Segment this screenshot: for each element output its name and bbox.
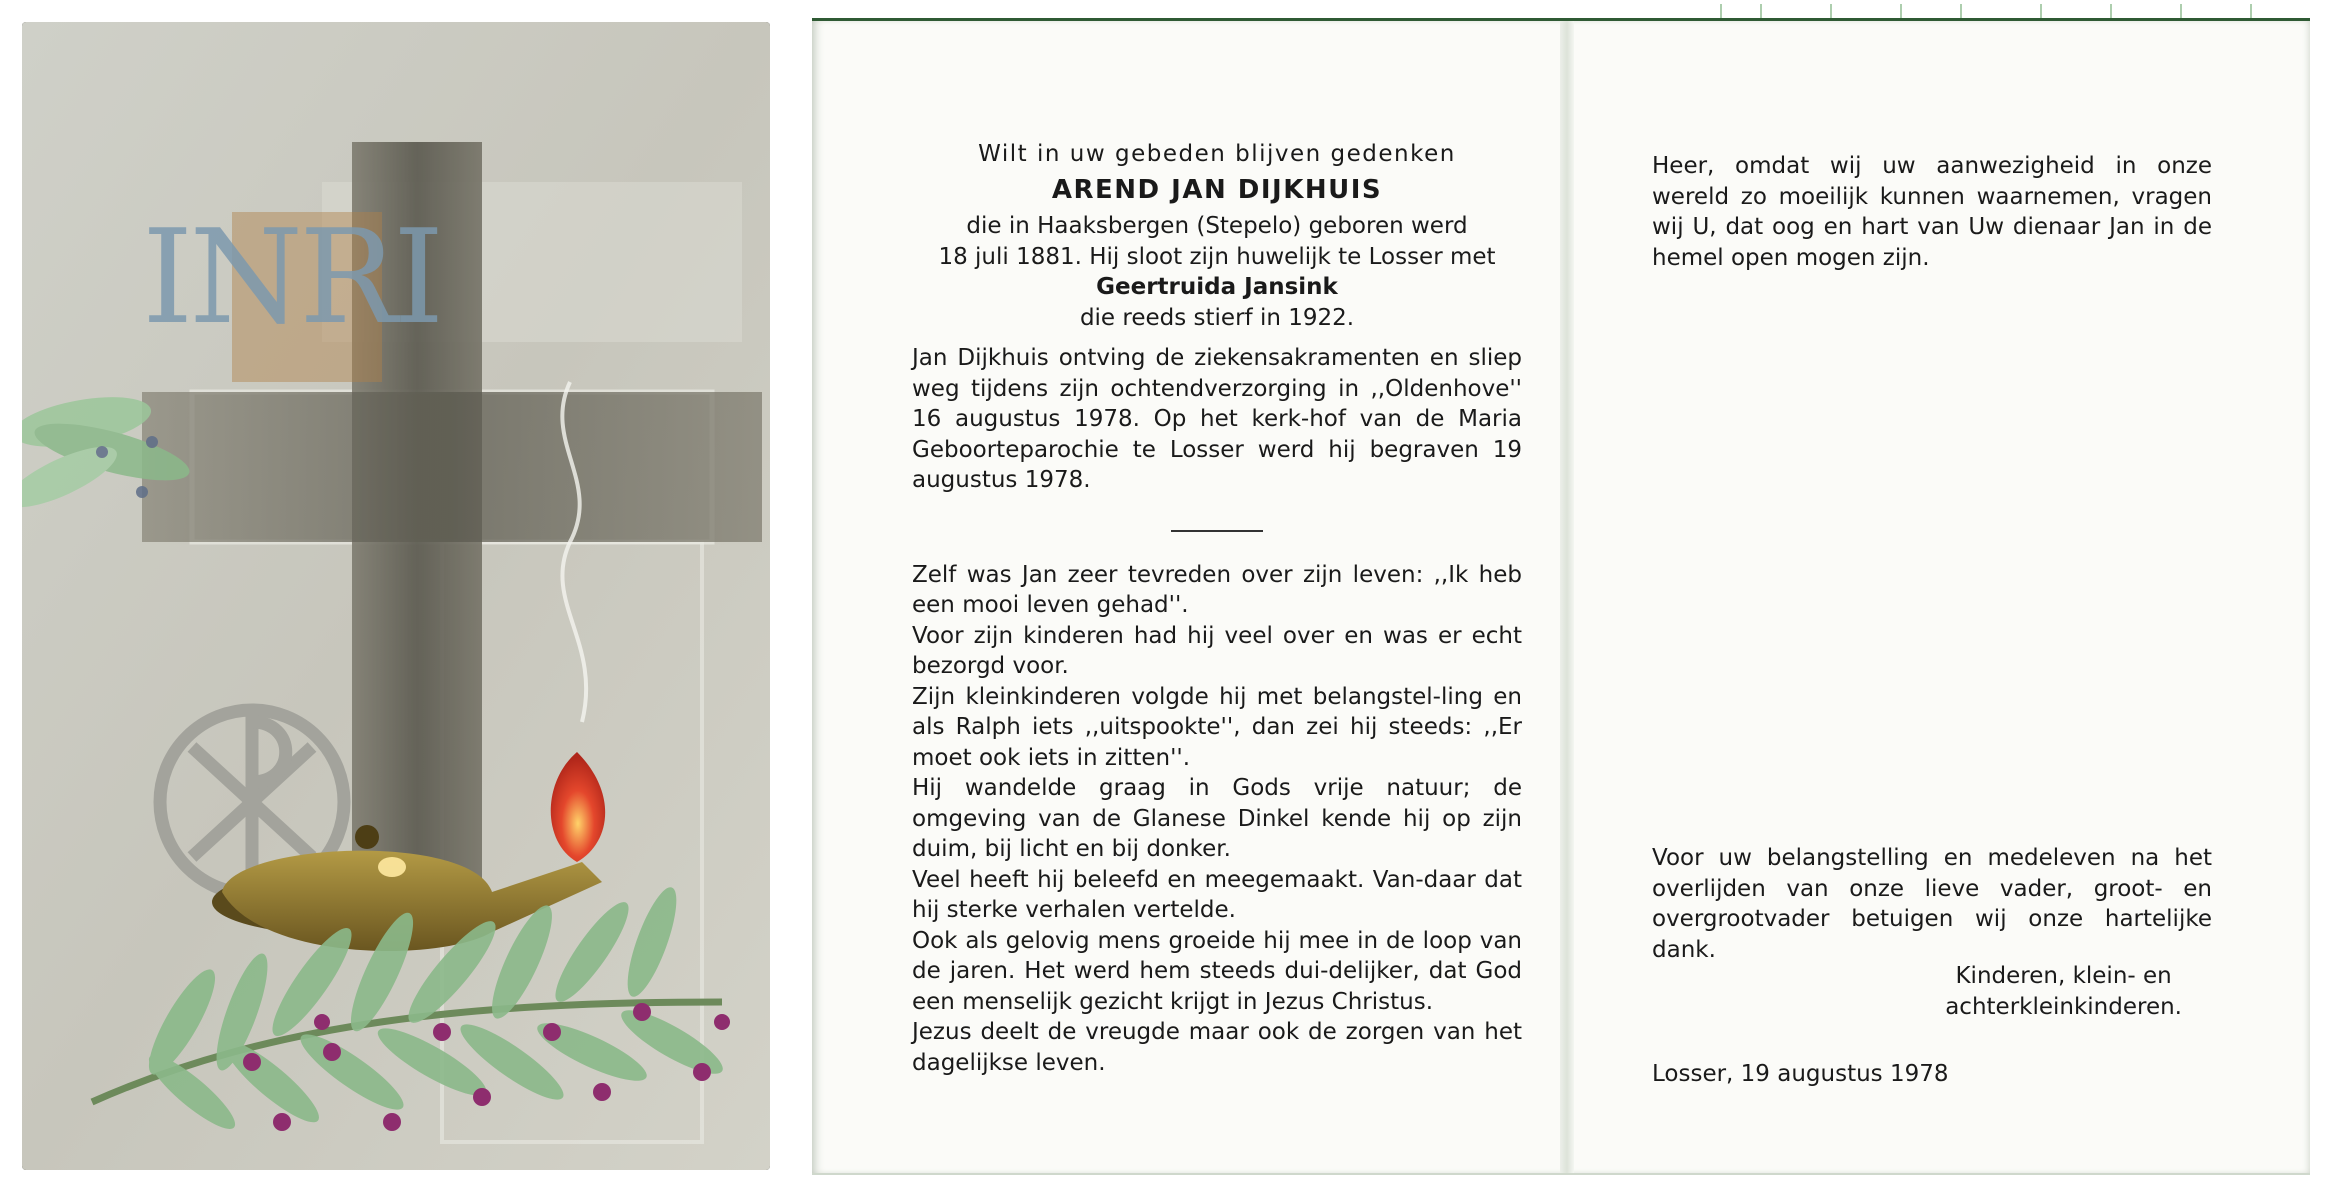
life-paragraph: Voor zijn kinderen had hij veel over en was er echt bezorgd voor. <box>912 622 1522 679</box>
cover-illustration <box>22 22 770 1170</box>
inri-inscription: INRI <box>142 201 441 353</box>
life-paragraph: Jezus deelt de vreugde maar ook de zorgen van het dagelijkse leven. <box>912 1019 1522 1076</box>
life-paragraph: Ook als gelovig mens groeide hij mee in de loop van de jaren. Het werd hem steeds dui-delijker, dat God een menselijk gezicht krijgt in Jezus Christus. <box>912 927 1522 1015</box>
scan-mark <box>1760 4 1762 18</box>
deceased-name: AREND JAN DIJKHUIS <box>1051 175 1383 205</box>
birth-line: die in Haaksbergen (Stepelo) geboren werd <box>966 213 1468 239</box>
thanks-text: Voor uw belangstelling en medeleven na het overlijden van onze lieve vader, groot- en overgrootvader betuigen wij onze hartelijke dank. <box>1652 845 2212 963</box>
prayer-text: Heer, omdat wij uw aanwezigheid in onze wereld zo moeilijk kunnen waarnemen, vragen wij U, dat oog en hart van Uw dienaar Jan in de hemel open mogen zijn. <box>1652 153 2212 271</box>
card-fold <box>1560 21 1574 1173</box>
signature-line: Kinderen, klein- en <box>1955 963 2172 989</box>
place-date: Losser, 19 augustus 1978 <box>1652 1061 1949 1087</box>
scan-mark <box>1960 4 1962 18</box>
right-inner-page <box>1652 151 2212 1087</box>
signature-line: achterkleinkinderen. <box>1945 994 2182 1020</box>
scan-mark <box>1900 4 1902 18</box>
scan-mark <box>2040 4 2042 18</box>
spouse-death-line: die reeds stierf in 1922. <box>1079 304 1355 331</box>
life-paragraph: Veel heeft hij beleefd en meegemaakt. Van-daar dat hij sterke verhalen vertelde. <box>912 866 1522 923</box>
scan-mark <box>2180 4 2182 18</box>
section-divider <box>1171 530 1263 532</box>
scan-mark <box>2110 4 2112 18</box>
memorial-card-cover <box>22 22 770 1170</box>
birth-line: 18 juli 1881. Hij sloot zijn huwelijk te Losser met <box>938 243 1496 270</box>
memorial-card-inside <box>812 18 2310 1175</box>
spouse-name: Geertruida Jansink <box>1096 274 1338 300</box>
death-paragraph: Jan Dijkhuis ontving de ziekensakramenten en sliep weg tijdens zijn ochtendverzorging in ,,Oldenhove'' 16 augustus 1978. Op het kerk-hof van de Maria Geboorteparochie te Losser werd hij begraven 19 augustus 1978. <box>912 345 1522 493</box>
life-paragraph: Zelf was Jan zeer tevreden over zijn leven: ,,Ik heb een mooi leven gehad''. <box>912 561 1522 618</box>
intro-line: Wilt in uw gebeden blijven gedenken <box>978 141 1456 167</box>
scan-mark <box>1720 4 1722 18</box>
scan-mark <box>2250 4 2252 18</box>
life-paragraph: Hij wandelde graag in Gods vrije natuur; de omgeving van de Glanese Dinkel kende hij op zijn duim, bij licht en bij donker. <box>912 775 1522 862</box>
left-inner-page <box>912 141 1522 1078</box>
birth-text <box>912 211 1522 333</box>
scan-mark <box>1830 4 1832 18</box>
life-paragraph: Zijn kleinkinderen volgde hij met belangstel-ling en als Ralph iets ,,uitspookte'', dan zei hij steeds: ,,Er moet ook iets in zitten''. <box>912 683 1522 771</box>
signature <box>1945 961 2182 1023</box>
